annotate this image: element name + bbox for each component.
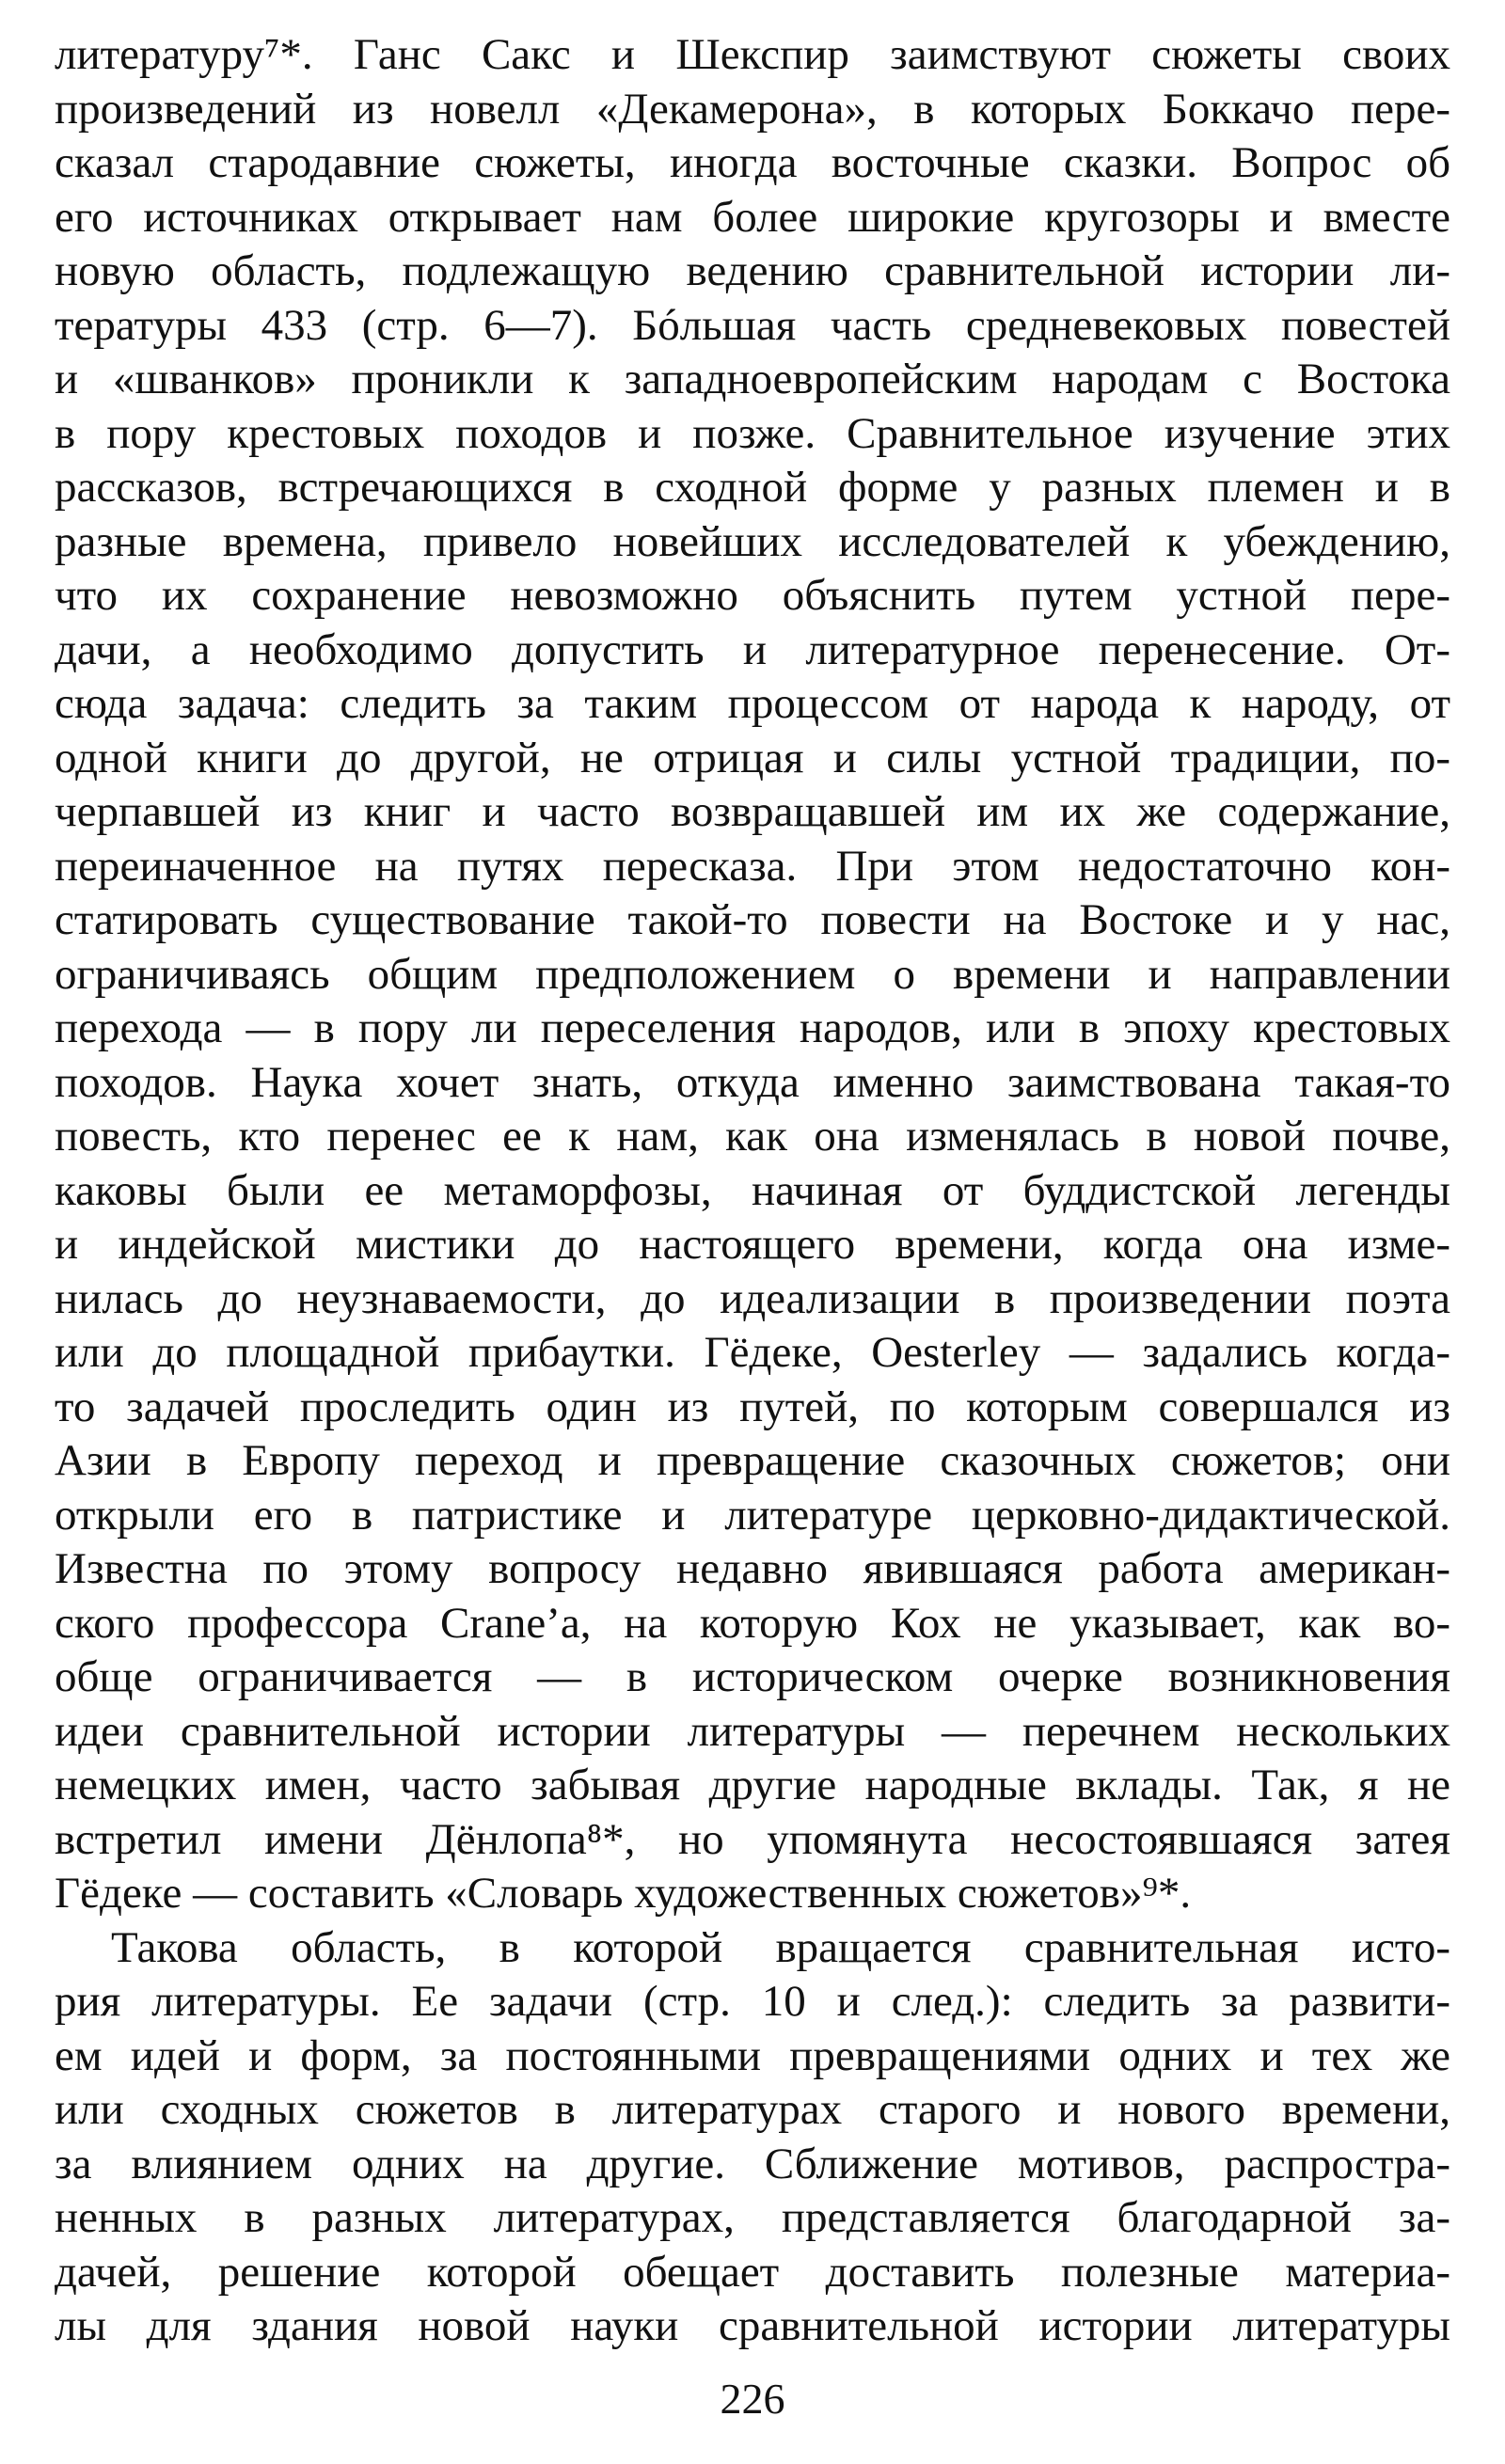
text-line: то задачей проследить один из путей, по которым совершался из [55,1382,1450,1431]
text-line: или до площадной прибаутки. Гёдеке, Oesterley — задались когда- [55,1328,1450,1377]
text-line: Известна по этому вопросу недавно явившаяся работа американ- [55,1544,1450,1593]
text-line: произведений из новелл «Декамерона», в которых Боккачо пере- [55,84,1450,134]
text-line: переиначенное на путях пересказа. При этом недостаточно кон- [55,841,1450,891]
text-line: сказал стародавние сюжеты, иногда восточные сказки. Вопрос об [55,138,1450,187]
text-line: Гёдеке — составить «Словарь художественных сюжетов»⁹*. [55,1869,1192,1918]
text-line: его источниках открывает нам более широкие кругозоры и вместе [55,192,1450,242]
text-line: лы для здания новой науки сравнительной истории литературы [55,2301,1450,2350]
text-line: Азии в Европу переход и превращение сказочных сюжетов; они [55,1436,1450,1485]
text-line: новую область, подлежащую ведению сравнительной истории ли- [55,246,1450,295]
text-line: ограничиваясь общим предположением о времени и направлении [55,949,1450,999]
text-line: повесть, кто перенес ее к нам, как она изменялась в новой почве, [55,1112,1450,1161]
text-line: встретил имени Дёнлопа⁸*, но упомянута несостоявшаяся затея [55,1814,1450,1864]
text-line: сюда задача: следить за таким процессом от народа к народу, от [55,679,1450,728]
paragraph [55,1921,1450,2354]
text-line: что их сохранение невозможно объяснить путем устной пере- [55,571,1450,620]
text-line: и «шванков» проникли к западноевропейским народам с Востока [55,355,1450,403]
text-line: ненных в разных литературах, представляется благодарной за- [55,2193,1450,2242]
text-line: Такова область, в которой вращается сравнительная исто- [111,1922,1450,1972]
text-line: ского профессора Crane’a, на которую Кох не указывает, как во- [55,1598,1450,1648]
text-line: и индейской мистики до настоящего времени, когда она изме- [55,1220,1450,1269]
text-line: литературу⁷*. Ганс Сакс и Шекспир заимствуют сюжеты своих [55,30,1450,79]
text-line: ем идей и форм, за постоянными превращениями одних и тех же [55,2030,1450,2080]
text-line: перехода — в пору ли переселения народов, или в эпоху крестовых [55,1003,1450,1052]
text-line: рия литературы. Ее задачи (стр. 10 и след.): следить за развити- [55,1977,1450,2026]
text-line: походов. Наука хочет знать, откуда именно заимствована такая-то [55,1057,1450,1107]
text-line: дачей, решение которой обещает доставить полезные материа- [55,2247,1450,2297]
text-line: открыли его в патристике и литературе церковно-дидактической. [55,1490,1450,1540]
page-number: 226 [720,2375,785,2423]
paragraph [55,28,1450,1921]
text-line: одной книги до другой, не отрицая и силы устной традиции, по- [55,733,1450,782]
text-line: дачи, а необходимо допустить и литературное перенесение. От- [55,624,1450,674]
text-line: статировать существование такой-то повести на Востоке и у нас, [55,895,1450,944]
text-line: нилась до неузнаваемости, до идеализации в произведении поэта [55,1273,1450,1323]
text-line: за влиянием одних на другие. Сближение мотивов, распростра- [55,2139,1450,2188]
text-line: рассказов, встречающихся в сходной форме у разных племен и в [55,463,1450,512]
text-line: идеи сравнительной истории литературы — перечнем нескольких [55,1706,1450,1756]
text-line: каковы были ее метаморфозы, начиная от буддистской легенды [55,1165,1450,1215]
text-line: тературы 433 (стр. 6—7). Бóльшая часть средневековых повестей [55,300,1450,350]
text-line: разные времена, привело новейших исследователей к убеждению, [55,516,1450,566]
text-line: черпавшей из книг и часто возвращавшей им их же содержание, [55,787,1450,836]
text-line: немецких имен, часто забывая другие народные вклады. Так, я не [55,1761,1450,1809]
text-line: или сходных сюжетов в литературах старого и нового времени, [55,2085,1450,2134]
text-line: в пору крестовых походов и позже. Сравнительное изучение этих [55,408,1450,458]
text-line: обще ограничивается — в историческом очерке возникновения [55,1652,1450,1701]
document-page [55,28,1450,2354]
